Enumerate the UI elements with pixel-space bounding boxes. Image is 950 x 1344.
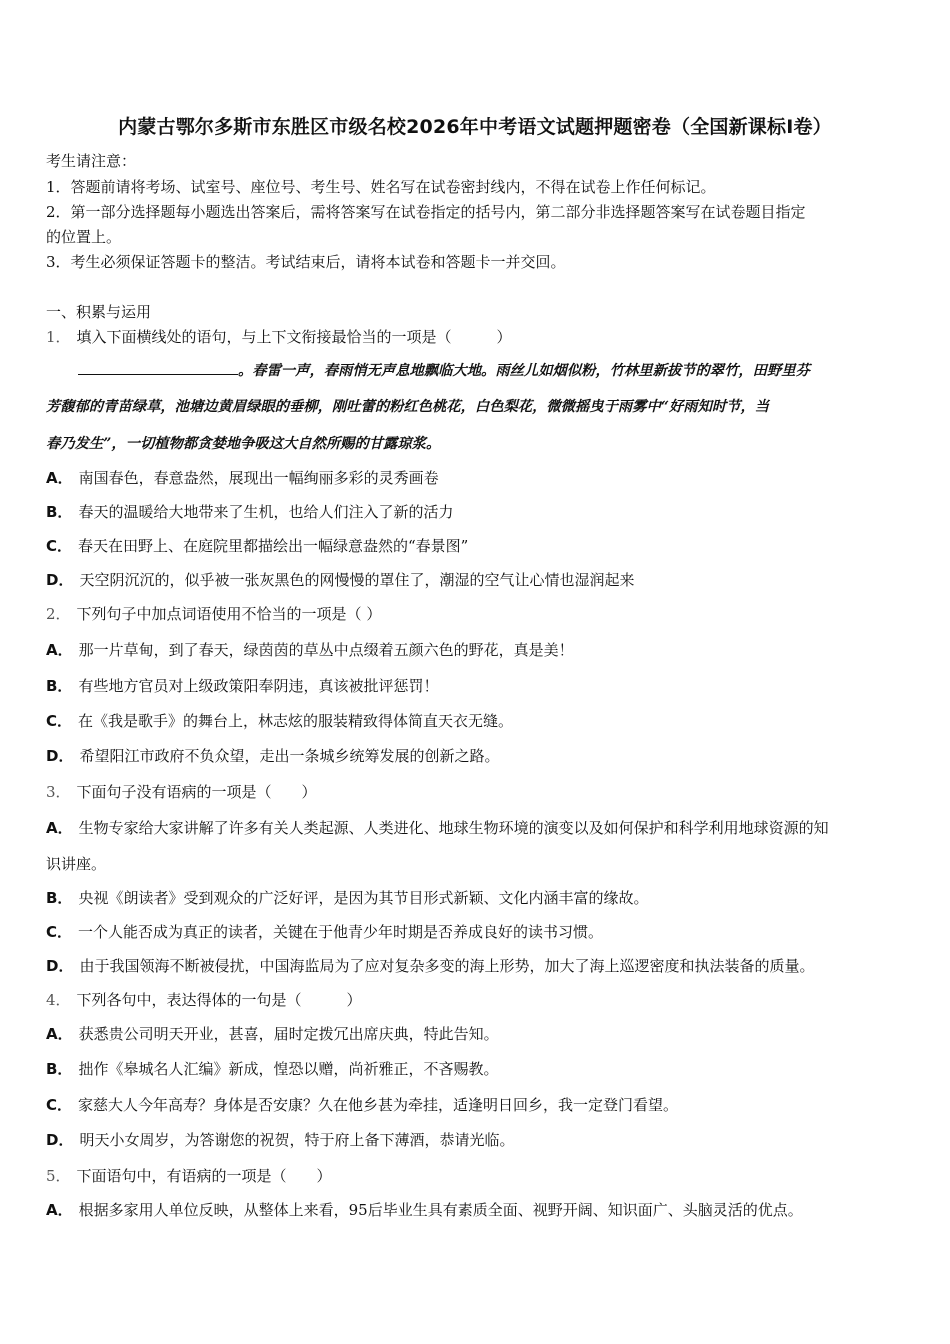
option-label: B． — [46, 503, 73, 521]
notice-heading: 考生请注意： — [46, 152, 137, 170]
question-text: 下列句子中加点词语使用不恰当的一项是（ ） — [76, 605, 382, 623]
option-label: B． — [46, 1060, 73, 1078]
question-5-stem — [46, 1166, 908, 1186]
notice-item-2: 2．第一部分选择题每小题选出答案后，需将答案写在试卷指定的括号内，第二部分非选择题答案写在试卷题目指定 — [46, 203, 806, 221]
option-label: A． — [46, 819, 73, 837]
option-text: 拙作《皋城名人汇编》新成，惶恐以赠，尚祈雅正，不吝赐教。 — [78, 1060, 499, 1078]
option-label: A． — [46, 469, 73, 487]
q4-option-b — [46, 1059, 908, 1079]
notice-item-3: 3．考生必须保证答题卡的整洁。考试结束后，请将本试卷和答题卡一并交回。 — [46, 253, 566, 271]
fill-blank — [78, 360, 238, 375]
option-label: D． — [46, 571, 74, 589]
q1-option-d — [46, 570, 908, 590]
question-number: 4． — [46, 991, 71, 1009]
question-4-stem — [46, 990, 908, 1010]
question-text: 下列各句中，表达得体的一句是（ ） — [76, 991, 362, 1009]
option-label: C． — [46, 923, 73, 941]
q2-option-c — [46, 711, 908, 731]
notice-item-1: 1．答题前请将考场、试室号、座位号、考生号、姓名写在试卷密封线内，不得在试卷上作任何标记。 — [46, 178, 716, 196]
option-text: 希望阳江市政府不负众望，走出一条城乡统筹发展的创新之路。 — [79, 747, 500, 765]
option-text: 获悉贵公司明天开业，甚喜，届时定拨冗出席庆典，特此告知。 — [78, 1025, 499, 1043]
question-text: 下面句子没有语病的一项是（ ） — [76, 783, 317, 801]
q4-option-c — [46, 1095, 908, 1115]
option-label: A． — [46, 1201, 73, 1219]
q2-option-d — [46, 746, 908, 766]
question-3-stem — [46, 782, 908, 802]
q3-option-d — [46, 956, 908, 976]
question-2-stem — [46, 604, 908, 624]
question-text: 填入下面横线处的语句，与上下文衔接最恰当的一项是（ ） — [76, 328, 512, 346]
passage-text: 。春雷一声，春雨悄无声息地飘临大地。雨丝儿如烟似粉，竹林里新拔节的翠竹，田野里芬 — [238, 363, 810, 379]
option-text: 天空阴沉沉的，似乎被一张灰黑色的网慢慢的罩住了，潮湿的空气让心情也湿润起来 — [79, 571, 635, 589]
option-label: D． — [46, 1131, 74, 1149]
question-1-stem — [46, 327, 908, 347]
option-text: 生物专家给大家讲解了许多有关人类起源、人类进化、地球生物环境的演变以及如何保护和科学利用地球资源的知 — [78, 819, 829, 837]
option-text: 有些地方官员对上级政策阳奉阴违，真该被批评惩罚！ — [78, 677, 439, 695]
notice-item-2-cont: 的位置上。 — [46, 228, 122, 246]
q3-option-c — [46, 922, 908, 942]
option-text: 春天的温暖给大地带来了生机，也给人们注入了新的活力 — [78, 503, 454, 521]
q3-option-a-cont: 识讲座。 — [46, 855, 107, 873]
option-text: 春天在田野上、在庭院里都描绘出一幅绿意盎然的“春景图” — [78, 537, 469, 555]
q1-option-a — [46, 468, 908, 488]
option-label: A． — [46, 1025, 73, 1043]
option-text: 央视《朗读者》受到观众的广泛好评，是因为其节目形式新颖、文化内涵丰富的缘故。 — [78, 889, 649, 907]
question-1-passage-line-1 — [46, 360, 908, 381]
option-label: C． — [46, 1096, 73, 1114]
option-text: 家慈大人今年高寿？身体是否安康？久在他乡甚为牵挂，适逢明日回乡，我一定登门看望。 — [78, 1096, 679, 1114]
question-number: 3． — [46, 783, 71, 801]
question-number: 5． — [46, 1167, 71, 1185]
option-text: 根据多家用人单位反映，从整体上来看，95后毕业生具有素质全面、视野开阔、知识面广、头脑灵活的优点。 — [78, 1201, 803, 1219]
option-label: C． — [46, 712, 73, 730]
option-label: D． — [46, 747, 74, 765]
option-text: 由于我国领海不断被侵扰，中国海监局为了应对复杂多变的海上形势，加大了海上巡逻密度和执法装备的质量。 — [79, 957, 815, 975]
option-text: 那一片草甸，到了春天，绿茵茵的草丛中点缀着五颜六色的野花，真是美！ — [78, 641, 574, 659]
option-text: 在《我是歌手》的舞台上，林志炫的服装精致得体简直天衣无缝。 — [78, 712, 514, 730]
q3-option-a — [46, 818, 908, 838]
option-label: C． — [46, 537, 73, 555]
page-title: 内蒙古鄂尔多斯市东胜区市级名校2026年中考语文试题押题密卷（全国新课标Ⅰ卷） — [118, 116, 832, 138]
option-text: 南国春色，春意盎然，展现出一幅绚丽多彩的灵秀画卷 — [78, 469, 439, 487]
q4-option-d — [46, 1130, 908, 1150]
q3-option-b — [46, 888, 908, 908]
q1-option-b — [46, 502, 908, 522]
q2-option-a — [46, 640, 908, 660]
question-1-passage-line-3: 春乃发生”，一切植物都贪婪地争吸这大自然所赐的甘露琼浆。 — [46, 436, 441, 452]
question-text: 下面语句中，有语病的一项是（ ） — [76, 1167, 332, 1185]
question-number: 2． — [46, 605, 71, 623]
option-label: D． — [46, 957, 74, 975]
question-1-passage-line-2: 芳馥郁的青苗绿草，池塘边黄眉绿眼的垂柳，刚吐蕾的粉红色桃花，白色梨花，微微摇曳于雨雾中“好雨知时节，当 — [46, 399, 770, 415]
option-text: 明天小女周岁，为答谢您的祝贺，特于府上备下薄酒，恭请光临。 — [79, 1131, 515, 1149]
q2-option-b — [46, 676, 908, 696]
q1-option-c — [46, 536, 908, 556]
option-label: A． — [46, 641, 73, 659]
q4-option-a — [46, 1024, 908, 1044]
section-heading: 一、积累与运用 — [46, 303, 152, 321]
option-label: B． — [46, 889, 73, 907]
q5-option-a — [46, 1200, 908, 1220]
option-label: B． — [46, 677, 73, 695]
option-text: 一个人能否成为真正的读者，关键在于他青少年时期是否养成良好的读书习惯。 — [78, 923, 604, 941]
question-number: 1． — [46, 328, 71, 346]
